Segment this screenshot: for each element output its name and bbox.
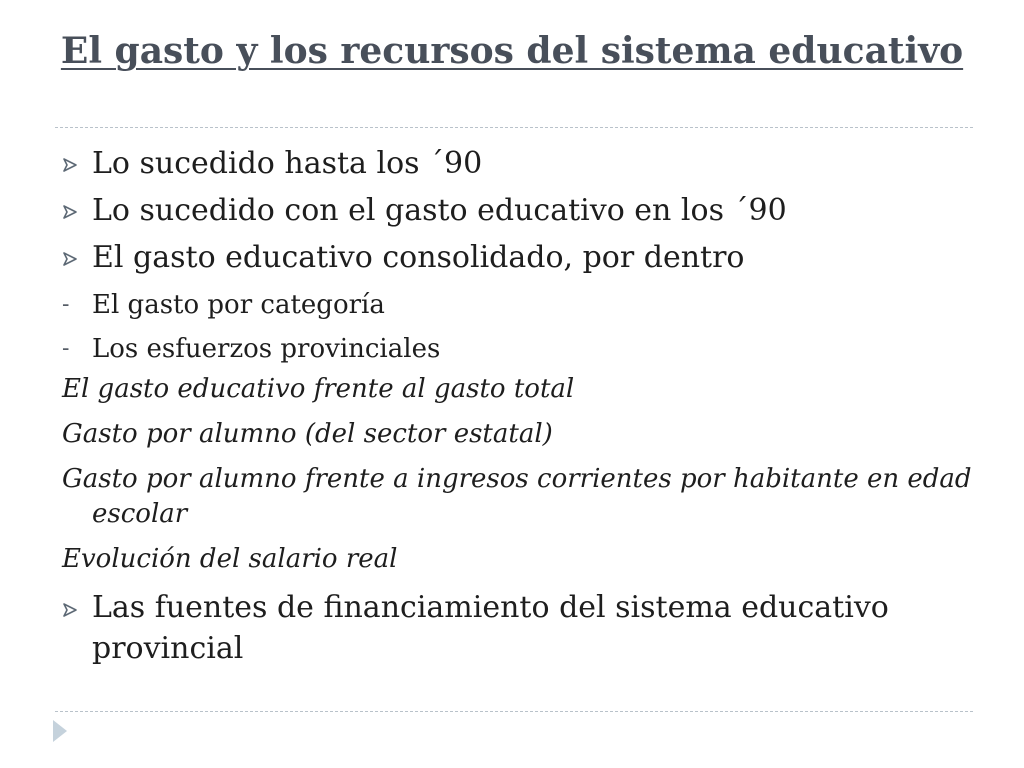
sub-bullet-item xyxy=(62,330,972,368)
bullet-text: Lo sucedido con el gasto educativo en los ´90 xyxy=(92,193,787,228)
bottom-divider xyxy=(55,711,973,712)
arrow-bullet-icon xyxy=(62,142,84,186)
italic-item: Evolución del salario real xyxy=(62,544,398,574)
italic-item: El gasto educativo frente al gasto total xyxy=(62,374,575,404)
chevron-right-icon xyxy=(51,718,69,748)
dash-marker: - xyxy=(62,336,70,361)
top-divider xyxy=(55,127,973,128)
bullet-text: El gasto educativo consolidado, por dentro xyxy=(92,240,745,275)
bullet-item xyxy=(62,236,972,280)
sub-bullet-item xyxy=(62,286,972,324)
bullet-item xyxy=(62,142,972,186)
sub-bullet-text: El gasto por categoría xyxy=(92,290,385,320)
sub-bullet-text: Los esfuerzos provinciales xyxy=(92,334,441,364)
arrow-bullet-icon xyxy=(62,189,84,233)
bullet-text: Las fuentes de financiamiento del sistema educativo provincial xyxy=(92,590,889,666)
arrow-bullet-icon xyxy=(62,236,84,280)
dash-marker: - xyxy=(62,292,70,317)
italic-item: Gasto por alumno (del sector estatal) xyxy=(62,419,553,449)
bullet-item xyxy=(62,587,972,669)
italic-item: Gasto por alumno frente a ingresos corrientes por habitante en edad escolar xyxy=(62,464,972,529)
bullet-item xyxy=(62,189,972,233)
arrow-bullet-icon xyxy=(62,587,84,631)
bullet-text: Lo sucedido hasta los ´90 xyxy=(92,146,483,181)
slide-content xyxy=(62,142,972,672)
slide-title: El gasto y los recursos del sistema educativo xyxy=(60,30,964,72)
